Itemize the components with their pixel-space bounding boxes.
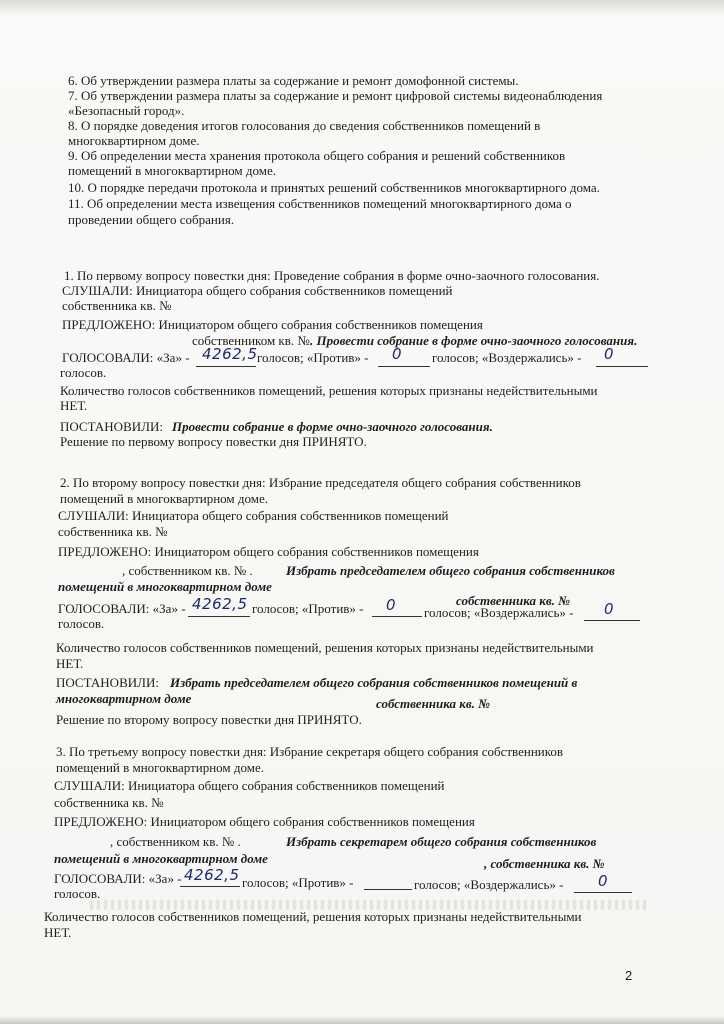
q2-invalid-cont: НЕТ. (56, 656, 84, 671)
q3-votes-for: 4262,5 (184, 866, 240, 884)
q3-votes-against-line (364, 889, 412, 890)
page-number: 2 (625, 968, 633, 983)
q3-votes-abstain-line (574, 892, 632, 893)
q2-proposed-owner-apt: собственника кв. № (456, 593, 571, 608)
q1-votes-word: голосов. (60, 365, 107, 380)
q1-heard: СЛУШАЛИ: Инициатора общего собрания собственников помещений (62, 283, 453, 298)
q2-votes-for-line (188, 616, 250, 617)
q1-heading: 1. По первому вопросу повестки дня: Проведение собрания в форме очно-заочного голосования. (64, 268, 600, 283)
q3-proposed-text-cont: помещений в многоквартирном доме (54, 851, 268, 866)
q2-result: Решение по второму вопросу повестки дня ПРИНЯТО. (56, 712, 362, 727)
q2-decided-text: Избрать председателем общего собрания собственников помещений в (170, 675, 578, 690)
scan-bottom-edge (0, 1016, 724, 1024)
agenda-item-8: 8. О порядке доведения итогов голосования до сведения собственников помещений в (68, 118, 541, 133)
q1-votes-against-line (378, 366, 430, 367)
agenda-item-7-cont: «Безопасный город». (68, 103, 185, 118)
q1-result: Решение по первому вопросу повестки дня ПРИНЯТО. (60, 434, 367, 449)
q3-proposed-owner: , собственником кв. № . (110, 834, 241, 849)
q1-invalid-cont: НЕТ. (60, 398, 88, 413)
q3-proposed: ПРЕДЛОЖЕНО: Инициатором общего собрания собственников помещения (54, 814, 475, 829)
q1-decided-text: Провести собрание в форме очно-заочного голосования. (172, 419, 493, 434)
q2-heard-cont: собственника кв. № (58, 524, 168, 539)
q3-voted-label: ГОЛОСОВАЛИ: «За» - (54, 871, 182, 886)
q3-votes-for-line (180, 886, 240, 887)
q2-proposed: ПРЕДЛОЖЕНО: Инициатором общего собрания собственников помещения (58, 544, 479, 559)
q3-proposed-text: Избрать секретарем общего собрания собственников (286, 834, 597, 849)
q2-against-label: голосов; «Против» - (252, 601, 364, 616)
agenda-item-8-cont: многоквартирном доме. (68, 133, 200, 148)
q1-against-label: голосов; «Против» - (257, 350, 369, 365)
q1-proposed: ПРЕДЛОЖЕНО: Инициатором общего собрания собственников помещения (62, 317, 483, 332)
q1-votes-against: 0 (392, 345, 403, 363)
q2-votes-for: 4262,5 (192, 595, 248, 613)
q1-invalid: Количество голосов собственников помещений, решения которых признаны недействительными (60, 383, 598, 398)
q3-heard: СЛУШАЛИ: Инициатора общего собрания собственников помещений (54, 778, 445, 793)
q3-invalid: Количество голосов собственников помещений, решения которых признаны недействительными (44, 909, 582, 924)
q2-decided-label: ПОСТАНОВИЛИ: (56, 675, 159, 690)
q1-votes-for-line (196, 366, 256, 367)
q2-proposed-text: Избрать председателем общего собрания собственников (286, 563, 615, 578)
q3-proposed-owner-apt: , собственника кв. № (484, 856, 605, 871)
q1-proposed-text: . Провести собрание в форме очно-заочного голосования. (310, 333, 638, 348)
agenda-item-7: 7. Об утверждении размера платы за содержание и ремонт цифровой системы видеонаблюдения (68, 88, 603, 103)
q2-heading: 2. По второму вопросу повестки дня: Избрание председателя общего собрания собственников (60, 475, 581, 490)
scan-top-edge (0, 0, 724, 14)
q3-against-label: голосов; «Против» - (242, 875, 354, 890)
q2-decided-text-cont: многоквартирном доме (56, 691, 192, 706)
q2-votes-against: 0 (386, 596, 397, 614)
agenda-item-6: 6. Об утверждении размера платы за содержание и ремонт домофонной системы. (68, 73, 519, 88)
q1-votes-abstain: 0 (604, 345, 615, 363)
q2-votes-abstain-line (584, 620, 640, 621)
agenda-item-9-cont: помещений в многоквартирном доме. (68, 163, 277, 178)
q3-heading: 3. По третьему вопросу повестки дня: Избрание секретаря общего собрания собственников (56, 744, 564, 759)
q3-heading-cont: помещений в многоквартирном доме. (56, 760, 265, 775)
q2-heading-cont: помещений в многоквартирном доме. (60, 491, 269, 506)
q2-heard: СЛУШАЛИ: Инициатора общего собрания собственников помещений (58, 508, 449, 523)
q3-invalid-cont: НЕТ. (44, 925, 72, 940)
q1-proposed-owner: собственником кв. № (192, 333, 310, 348)
agenda-item-10: 10. О порядке передачи протокола и принятых решений собственников многоквартирного дома. (68, 180, 600, 195)
q2-voted-label: ГОЛОСОВАЛИ: «За» - (58, 601, 186, 616)
q1-heard-cont: собственника кв. № (62, 298, 172, 313)
q2-proposed-owner: , собственником кв. № . (122, 563, 253, 578)
q1-voted-label: ГОЛОСОВАЛИ: «За» - (62, 350, 190, 365)
q2-invalid: Количество голосов собственников помещений, решения которых признаны недействительными (56, 640, 594, 655)
q2-abstain-label: голосов; «Воздержались» - (424, 605, 574, 620)
q1-votes-abstain-line (596, 366, 648, 367)
q3-votes-word: голосов. (54, 886, 101, 901)
q2-proposed-text-cont: помещений в многоквартирном доме (58, 579, 272, 594)
q3-abstain-label: голосов; «Воздержались» - (414, 877, 564, 892)
q3-votes-abstain: 0 (598, 872, 609, 890)
agenda-item-11: 11. Об определении места извещения собственников помещений многоквартирного дома о (68, 196, 572, 211)
q2-votes-abstain: 0 (604, 600, 615, 618)
q3-heard-cont: собственника кв. № (54, 795, 164, 810)
q1-abstain-label: голосов; «Воздержались» - (432, 350, 582, 365)
q1-votes-for: 4262,5 (202, 345, 258, 363)
q2-votes-word: голосов. (58, 616, 105, 631)
q1-decided-label: ПОСТАНОВИЛИ: (60, 419, 163, 434)
q2-decided-apt: собственника кв. № (376, 696, 491, 711)
agenda-item-9: 9. Об определении места хранения протокола общего собрания и решений собственников (68, 148, 566, 163)
agenda-item-11-cont: проведении общего собрания. (68, 212, 235, 227)
q2-votes-against-line (372, 616, 422, 617)
